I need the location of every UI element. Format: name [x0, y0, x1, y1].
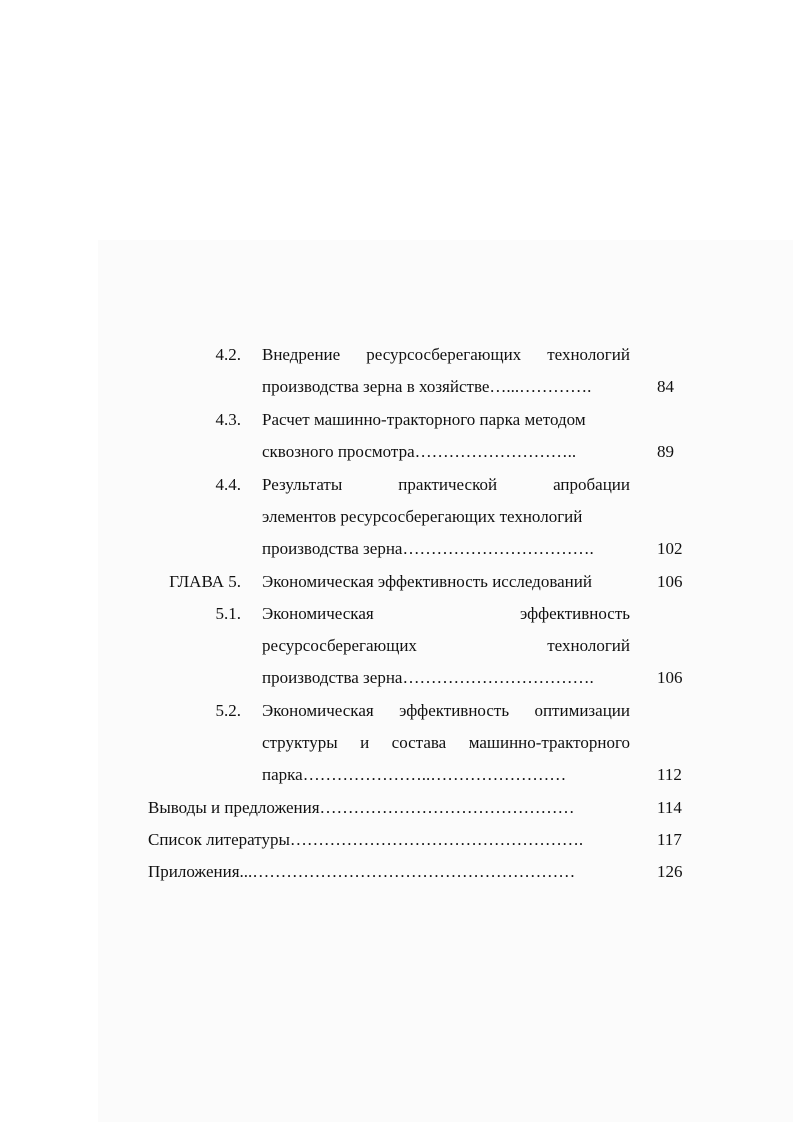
toc-entry-title-line [262, 475, 630, 495]
toc-entry-title-line: парка…………………..…………………… [262, 765, 567, 784]
word: состава [391, 733, 447, 752]
word: машинно-тракторного [468, 733, 630, 752]
toc-entry-title-line: Расчет машинно-тракторного парка методом [262, 410, 586, 429]
toc-entry-number: 5.1. [215, 604, 241, 623]
toc-entry-page: 89 [657, 442, 674, 461]
word: Внедрение [262, 345, 341, 364]
toc-appendices: Приложения...………………………………………………… [148, 862, 576, 881]
toc-entry-page: 106 [657, 668, 683, 687]
word: технологий [547, 636, 630, 655]
word: эффективность [519, 604, 630, 623]
toc-entry-number: 4.2. [215, 345, 241, 364]
word: ресурсосберегающих [366, 345, 522, 364]
toc-entry-title-line: производства зерна……………………………. [262, 668, 594, 687]
toc-conclusions: Выводы и предложения……………………………………… [148, 798, 575, 817]
toc-references: Список литературы……………………………………………. [148, 830, 584, 849]
toc-entry-number: 5.2. [215, 701, 241, 720]
toc-entry-title-line [262, 345, 630, 365]
word: структуры [262, 733, 338, 752]
toc-entry-page: 84 [657, 377, 674, 396]
toc-entry-title-line [262, 701, 630, 721]
toc-entry-title-line: производства зерна в хозяйстве…...…………. [262, 377, 592, 396]
toc-entry-title-line: сквозного просмотра……………………….. [262, 442, 577, 461]
toc-entry-title-line: производства зерна……………………………. [262, 539, 594, 558]
word: оптимизации [534, 701, 630, 720]
word: и [360, 733, 370, 752]
toc-entry-title-line [262, 636, 630, 656]
word: Экономическая [262, 701, 374, 720]
toc-entry-title-line: элементов ресурсосберегающих технологий [262, 507, 583, 526]
toc-chapter-number: ГЛАВА 5. [169, 572, 241, 591]
word: практической [398, 475, 498, 494]
word: Результаты [262, 475, 343, 494]
toc-entry-title-line [262, 604, 630, 624]
toc-chapter-title: Экономическая эффективность исследований [262, 572, 592, 591]
toc-entry-page: 114 [657, 798, 682, 817]
word: ресурсосберегающих [262, 636, 417, 655]
toc-entry-page: 112 [657, 765, 682, 784]
toc-entry-number: 4.3. [215, 410, 241, 429]
word: технологий [547, 345, 630, 364]
toc-entry-page: 126 [657, 862, 683, 881]
toc-entry-page: 117 [657, 830, 682, 849]
toc-entry-page: 106 [657, 572, 683, 591]
toc-entry-title-line [262, 733, 630, 753]
toc-entry-number: 4.4. [215, 475, 241, 494]
word: Экономическая [262, 604, 374, 623]
word: апробации [553, 475, 630, 494]
toc-entry-page: 102 [657, 539, 683, 558]
word: эффективность [399, 701, 510, 720]
